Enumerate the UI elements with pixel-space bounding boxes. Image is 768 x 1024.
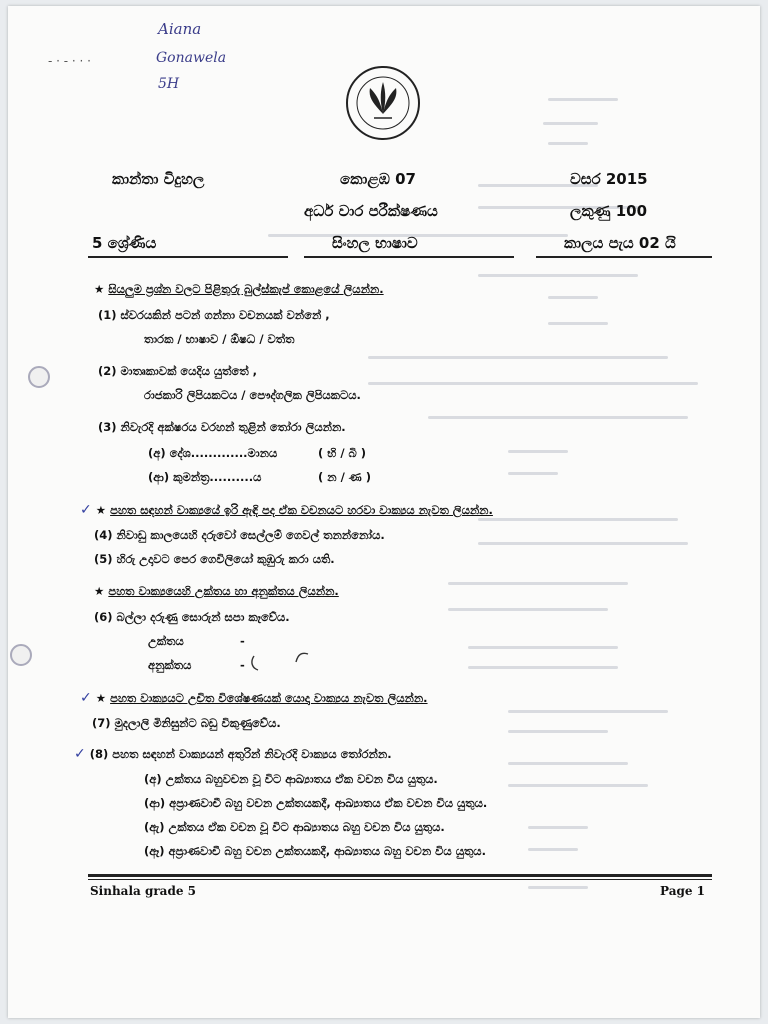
- question-3a-choice: ( භි / බි ): [318, 446, 366, 460]
- question-4: (4) නිවාඩු කාලයෙහි දරුවෝ සෙල්ලම් ගෙවල් තනන්නෝය.: [94, 528, 385, 542]
- tick-mark-icon: ✓: [74, 746, 86, 762]
- punch-hole-top: [28, 366, 50, 388]
- question-6-predicate-dash: -: [240, 658, 245, 672]
- section-1-heading: ★ සියලුම ප්‍රශ්න වලට පිළිතුරු බුල්ස්කැප් කොළයේ ලියන්න.: [94, 282, 384, 296]
- question-8a: (අ) උක්තය බහුවචන වූ විට ආඛ්‍යාතය ඒක වචන විය යුතුය.: [144, 772, 438, 786]
- question-8c: (ඇ) උක්තය ඒක වචන වූ විට ආඛ්‍යාතය බහු වචන විය යුතුය.: [144, 820, 445, 834]
- question-7: (7) මුදලාලි මිනිසුන්ට බඩු විකුණුවේය.: [92, 716, 281, 730]
- question-3b: (ආ) කුමන්ත්‍ර..........ය: [148, 470, 262, 484]
- total-marks: ලකුණු 100: [570, 202, 648, 220]
- star-icon: ★: [95, 691, 107, 705]
- question-2-options: රාජකාරි ලිපියකටය / පෞද්ගලික ලිපියකටය.: [144, 388, 361, 402]
- handwritten-class: 5H: [158, 76, 180, 92]
- question-5: (5) හිරු උදාවට පෙර ගෙවිලියෝ කුඹුරු කරා යති.: [94, 552, 335, 566]
- question-6: (6) බල්ලා දරුණු සොරුන් සපා කෑවේය.: [94, 610, 290, 624]
- question-3b-choice: ( න / ණ ): [318, 470, 371, 484]
- question-3a: (අ) දේශ.............මානය: [148, 446, 278, 460]
- school-crest-logo: [344, 64, 422, 142]
- footer-page-number: Page 1: [660, 884, 706, 898]
- punch-hole-bottom: [10, 644, 32, 666]
- question-8: ✓ (8) පහත සඳහන් වාක්‍යයන් අතුරින් නිවැරදි වාක්‍යය තෝරන්න.: [74, 746, 392, 762]
- pen-marks: - · - · · ·: [48, 54, 91, 68]
- question-2: (2) මාතෘකාවක් යෙදිය යුත්තේ ,: [98, 364, 258, 378]
- school-city: කොළඹ 07: [340, 170, 416, 188]
- handwritten-name-line2: Gonawela: [156, 50, 227, 66]
- pencil-scribble: [246, 648, 316, 674]
- footer-subject: Sinhala grade 5: [90, 884, 197, 898]
- section-2-heading: ✓ ★ පහත සඳහන් වාක්‍යයේ ඉරි ඇඳි පද ඒක වචනයට හරවා වාක්‍යය නැවත ලියන්න.: [80, 502, 493, 518]
- exam-year: වසර 2015: [570, 170, 648, 188]
- star-icon: ★: [95, 503, 107, 517]
- question-6-subject-dash: -: [240, 634, 245, 648]
- time-allowed: කාලය පැය 02 යි: [564, 234, 676, 252]
- exam-title: අර්ධ වාර පරීක්ෂණය: [304, 202, 438, 220]
- header-rule-mid: [304, 256, 514, 258]
- handwritten-name-line1: Aiana: [158, 20, 202, 38]
- star-icon: ★: [94, 584, 105, 598]
- grade-label: 5 ශ්‍රේණිය: [92, 234, 157, 252]
- header-rule-right: [536, 256, 712, 258]
- question-6-predicate-label: අනුක්තය: [148, 658, 192, 672]
- header-rule-left: [88, 256, 288, 258]
- section-4-heading: ✓ ★ පහත වාක්‍යයට උචිත විශේෂණයක් යොදා වාක්‍යය නැවත ලියන්න.: [80, 690, 428, 706]
- question-3: (3) නිවැරදි අක්ෂරය වරහන් තුළින් තෝරා ලියන්න.: [98, 420, 346, 434]
- question-1: (1) ස්වරයකින් පටන් ගන්නා වචනයක් වන්නේ ,: [98, 308, 330, 322]
- subject-label: සිංහල භාෂාව: [332, 234, 418, 252]
- tick-mark-icon: ✓: [80, 690, 92, 706]
- footer-rule-thin: [88, 879, 712, 880]
- star-icon: ★: [94, 282, 105, 296]
- question-1-options: තාරක / භාෂාව / ඕෂධ / වත්ත: [144, 332, 295, 346]
- question-6-subject-label: උක්තය: [148, 634, 184, 648]
- school-name: කාන්තා විදුහල: [112, 170, 205, 188]
- footer-rule-thick: [88, 874, 712, 877]
- tick-mark-icon: ✓: [80, 502, 92, 518]
- exam-page: [8, 6, 760, 1018]
- section-3-heading: ★ පහත වාක්‍යයෙහි උක්තය හා අනුක්තය ලියන්න.: [94, 584, 339, 598]
- question-8b: (ආ) අප්‍රාණවාචී බහු වචන උක්තයකදී, ආඛ්‍යාතය ඒක වචන විය යුතුය.: [144, 796, 488, 810]
- question-8d: (ඈ) අප්‍රාණවාචී බහු වචන උක්තයකදී, ආඛ්‍යාතය බහු වචන විය යුතුය.: [144, 844, 486, 858]
